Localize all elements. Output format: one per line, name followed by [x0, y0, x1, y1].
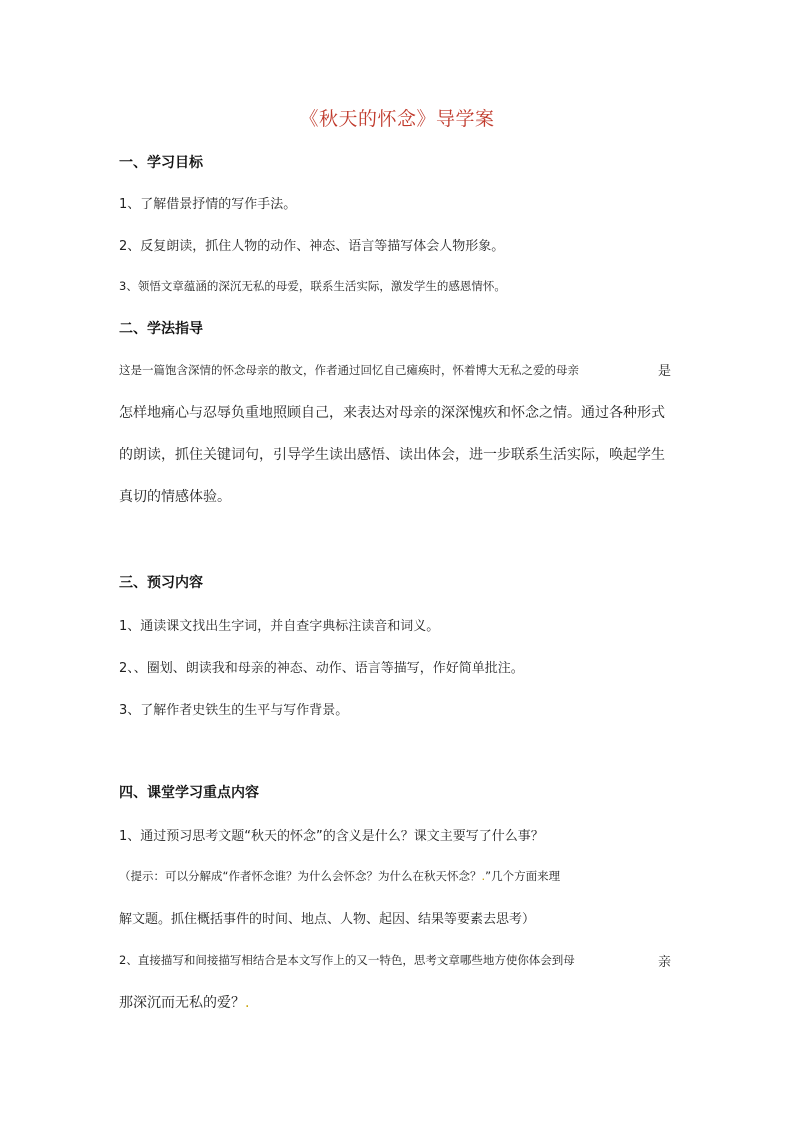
document-title: 《秋天的怀念》导学案 — [299, 108, 495, 130]
hint-line-1-end: ”几个方面来理 — [485, 869, 561, 883]
section-heading-learning-goals: 一、学习目标 — [119, 155, 203, 171]
section-heading-key-content: 四、课堂学习重点内容 — [119, 785, 259, 801]
goal-item-3: 3、领悟文章蕴涵的深沉无私的母爱，联系生活实际，激发学生的感恩情怀。 — [119, 279, 506, 293]
method-paragraph-trailing-char: 是 — [658, 364, 672, 379]
question-2-dot: . — [245, 995, 250, 1011]
question-1: 1、通过预习思考文题“秋天的怀念”的含义是什么？课文主要写了什么事？ — [119, 829, 544, 844]
preview-item-2: 2、、圈划、朗读我和母亲的神态、动作、语言等描写，作好简单批注。 — [119, 661, 524, 676]
method-paragraph-line-2: 怎样地痛心与忍辱负重地照顾自己，来表达对母亲的深深愧疚和怀念之情。通过各种形式 — [119, 405, 665, 421]
section-heading-study-method: 二、学法指导 — [119, 321, 203, 337]
method-paragraph-line-4: 真切的情感体验。 — [119, 489, 231, 505]
question-2-line-1: 2、直接描写和间接描写相结合是本文写作上的又一特色，思考文章哪些地方使你体会到母 — [119, 953, 575, 967]
method-paragraph-line-3: 的朗读，抓住关键词句，引导学生读出感悟、读出体会，进一步联系生活实际，唤起学生 — [119, 447, 665, 463]
question-2-trailing-char: 亲 — [658, 955, 672, 970]
section-heading-preview: 三、预习内容 — [119, 575, 203, 591]
question-2-line-2 — [119, 992, 249, 1012]
question-2-line-2-text: 那深沉而无私的爱？ — [119, 995, 245, 1011]
hint-line-1 — [119, 868, 560, 884]
method-paragraph-line-1: 这是一篇饱含深情的怀念母亲的散文，作者通过回忆自己瘫痪时，怀着博大无私之爱的母亲 — [119, 363, 579, 377]
goal-item-2: 2、反复朗读，抓住人物的动作、神态、语言等描写体会人物形象。 — [119, 239, 505, 254]
goal-item-1: 1、了解借景抒情的写作手法。 — [119, 197, 297, 212]
hint-dot: . — [481, 869, 486, 883]
preview-item-3: 3、了解作者史铁生的生平与写作背景。 — [119, 703, 349, 718]
hint-line-2: 解文题。抓住概括事件的时间、地点、人物、起因、结果等要素去思考） — [119, 912, 536, 927]
preview-item-1: 1、通读课文找出生字词，并自查字典标注读音和词义。 — [119, 619, 440, 634]
hint-line-1-text: （提示：可以分解成“作者怀念谁？为什么会怀念？为什么在秋天怀念？ — [119, 869, 482, 883]
